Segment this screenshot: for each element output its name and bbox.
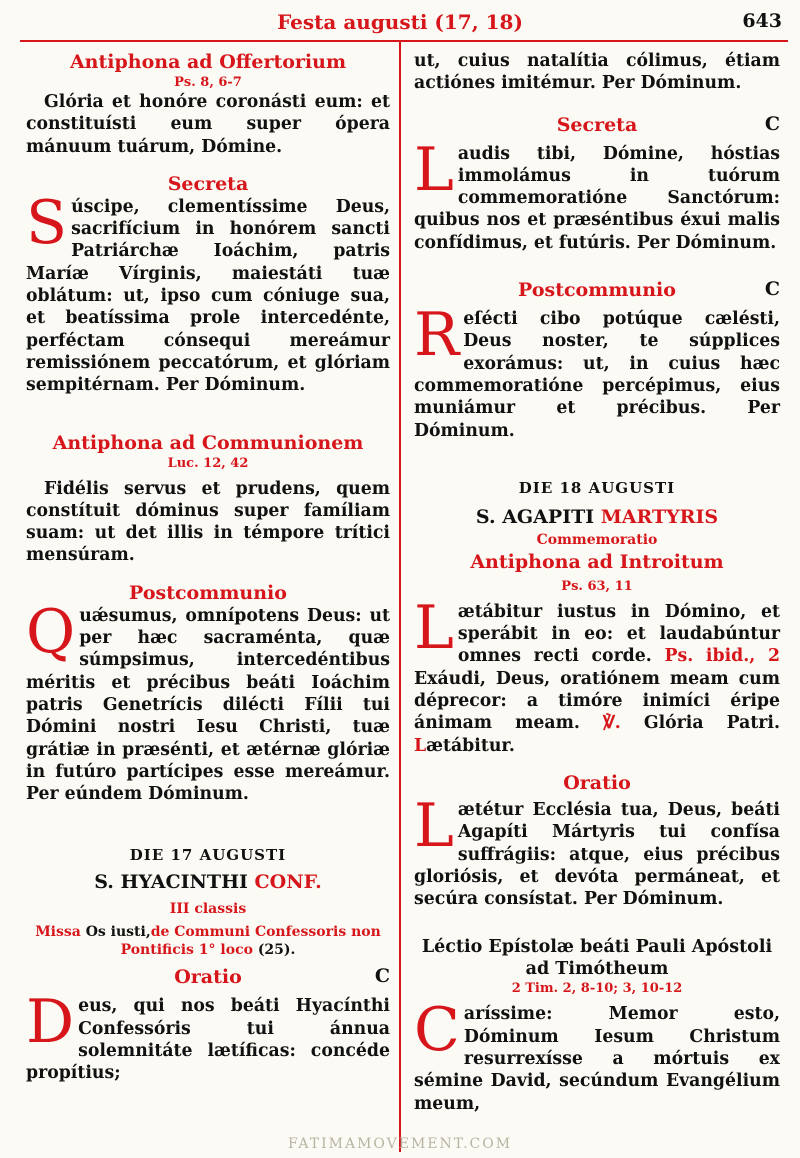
communion-heading: Antiphona ad Communionem: [52, 431, 364, 454]
left-column: [26, 50, 390, 1085]
secreta-paragraph: [414, 134, 780, 254]
offertory-heading: Antiphona ad Offertorium: [69, 51, 347, 73]
saint-name: S. HYACINTHI: [94, 871, 255, 894]
repeat-initial: L: [414, 735, 427, 756]
saint-heading: [414, 504, 780, 530]
repeat-word: ætábitur.: [426, 735, 515, 756]
missa-label: Missa: [35, 924, 86, 941]
postcommunio-text: eſécti cibo potúque cælésti, Deus noster, te súpplices exorámus: ut, in cuius hæc commemoratióne percépimus, eius muniámur et précibus. Per Dóminum.: [414, 309, 780, 441]
lectio-paragraph: [414, 995, 780, 1114]
saint-heading: [26, 869, 390, 895]
offertory-text: Glória et honóre coronásti eum: et constituísti eum super ópera mánuum tuárum, Dómine.: [26, 92, 390, 157]
communion-reference: Luc. 12, 42: [167, 455, 249, 471]
commemoratio-label: Commemoratio: [536, 531, 658, 548]
secreta-heading: Secreta: [556, 113, 638, 136]
secreta-text: audis tibi, Dómine, hóstias immolámus in tuórum commemoratióne Sanctórum: quibus nos et præséntibus éxui malis confídimus, et futúris. Per Dóminum.: [414, 143, 780, 253]
oratio-text: eus, qui nos beáti Hyacínthi Confessóris tui ánnua solemnitáte lætíficas: concéde propítius;: [26, 996, 390, 1084]
lectio-text: aríssime: Memor esto, Dóminum Iesum Christum resurrexísse a mórtuis ex sémine David, secúndum Evangélium meum,: [414, 1004, 780, 1114]
introit-reference: Ps. 63, 11: [561, 578, 633, 594]
saint-name: S. AGAPITI: [475, 505, 601, 528]
commemoration-mark: C: [764, 112, 780, 135]
drop-cap: R: [414, 300, 460, 371]
introit-paragraph: [414, 592, 780, 757]
oratio-paragraph: [414, 790, 780, 910]
postcommunio-heading: Postcommunio: [518, 279, 676, 302]
oratio-heading: Oratio: [563, 771, 631, 794]
drop-cap: L: [414, 790, 454, 861]
missa-incipit: Os iusti,: [85, 924, 151, 941]
missa-note: [26, 923, 390, 959]
psalm-reference: Ps. ibid., 2: [664, 646, 780, 667]
column-divider: [399, 42, 401, 1152]
postcommunio-heading: Postcommunio: [129, 581, 287, 604]
continued-text: ut, cuius natalítia cólimus, étiam actiónes imitémur. Per Dóminum.: [414, 51, 780, 94]
oratio-heading-row: [26, 965, 390, 989]
drop-cap: D: [26, 987, 75, 1058]
watermark: FATIMAMOVEMENT.COM: [287, 1136, 513, 1152]
postcommunio-paragraph: [26, 596, 390, 806]
drop-cap: L: [414, 134, 454, 205]
secreta-heading: Secreta: [167, 172, 249, 195]
secreta-text: úscipe, clementíssime Deus, sacrifícium in honórem sancti Patriárchæ Ioáchim, patris Maríæ Vírginis, maiestáti tuæ oblátum: ut, ipso cum cóniuge sua, et beatíssima prole intercedénte, perféctam cónsequi mereámur remissiónem peccatórum, et glóriam sempitérnam. Per Dóminum.: [26, 196, 390, 396]
gloria-patri: Glória Patri.: [620, 713, 780, 734]
communion-text: Fidélis servus et prudens, quem constítuit dóminus super famíliam suam: ut det illis in témpore trítici mensúram.: [26, 478, 390, 566]
drop-cap: Q: [26, 596, 76, 667]
missa-common: de Communi Confessoris non Pontificis 1° loco: [120, 924, 381, 959]
page-title: Festa augusti (17, 18): [277, 10, 523, 34]
oratio-paragraph: [26, 987, 390, 1084]
class-label: III classis: [169, 901, 247, 918]
page-number: 643: [742, 10, 782, 32]
introit-heading: Antiphona ad Introitum: [470, 550, 724, 573]
offertory-reference: Ps. 8, 6-7: [174, 75, 242, 90]
lectio-heading: Léctio Epístolæ beáti Pauli Apóstoli ad Timótheum: [421, 937, 773, 980]
date-heading: DIE 17 AUGUSTI: [129, 846, 287, 865]
oratio-heading: Oratio: [174, 966, 242, 989]
secreta-paragraph: [26, 187, 390, 397]
introit-antiphon: ætábitur iustus in Dómino, et sperábit in eo: et laudabúntur omnes recti corde.: [457, 601, 780, 667]
postcommunio-heading-row: [414, 278, 780, 302]
versicle-mark: ℣.: [602, 713, 621, 734]
lectio-reference: 2 Tim. 2, 8-10; 3, 10-12: [511, 981, 683, 997]
right-column: [414, 50, 780, 1115]
commemoration-mark: C: [374, 965, 390, 988]
postcommunio-text: uǽsumus, omnípotens Deus: ut per hæc sacraménta, quæ súmpsimus, intercedéntibus méritis et précibus beáti Ioáchim patris Genetrícis dilécti Fílii tui Dómini nostri Iesu Christi, tuæ grátiæ in præsénti, et ætérnæ glóriæ in futúro partícipes esse mereámur. Per eúndem Dóminum.: [26, 605, 390, 805]
saint-rank: CONF.: [254, 871, 322, 894]
commemoration-mark: C: [764, 278, 780, 301]
drop-cap: S: [26, 187, 68, 258]
postcommunio-paragraph: [414, 300, 780, 442]
missa-page-ref: (25).: [257, 942, 296, 959]
drop-cap: L: [414, 592, 454, 663]
secreta-heading-row: [414, 113, 780, 137]
header-rule: [20, 40, 788, 42]
drop-cap: C: [414, 995, 460, 1066]
page-header: [0, 0, 800, 42]
date-heading: DIE 18 AUGUSTI: [518, 478, 676, 497]
saint-rank: MARTYRIS: [600, 505, 719, 528]
oratio-text: ætétur Ecclésia tua, Deus, beáti Agapíti Mártyris tui confísa suffrágiis: atque, eius précibus gloriósis, et devóta permáneat, et secúra consístat. Per Dóminum.: [414, 799, 780, 910]
introit-psalm-verse: Exáudi, Deus, oratiónem meam cum déprecor: a timóre inimíci éripe ánimam meam.: [414, 668, 780, 734]
